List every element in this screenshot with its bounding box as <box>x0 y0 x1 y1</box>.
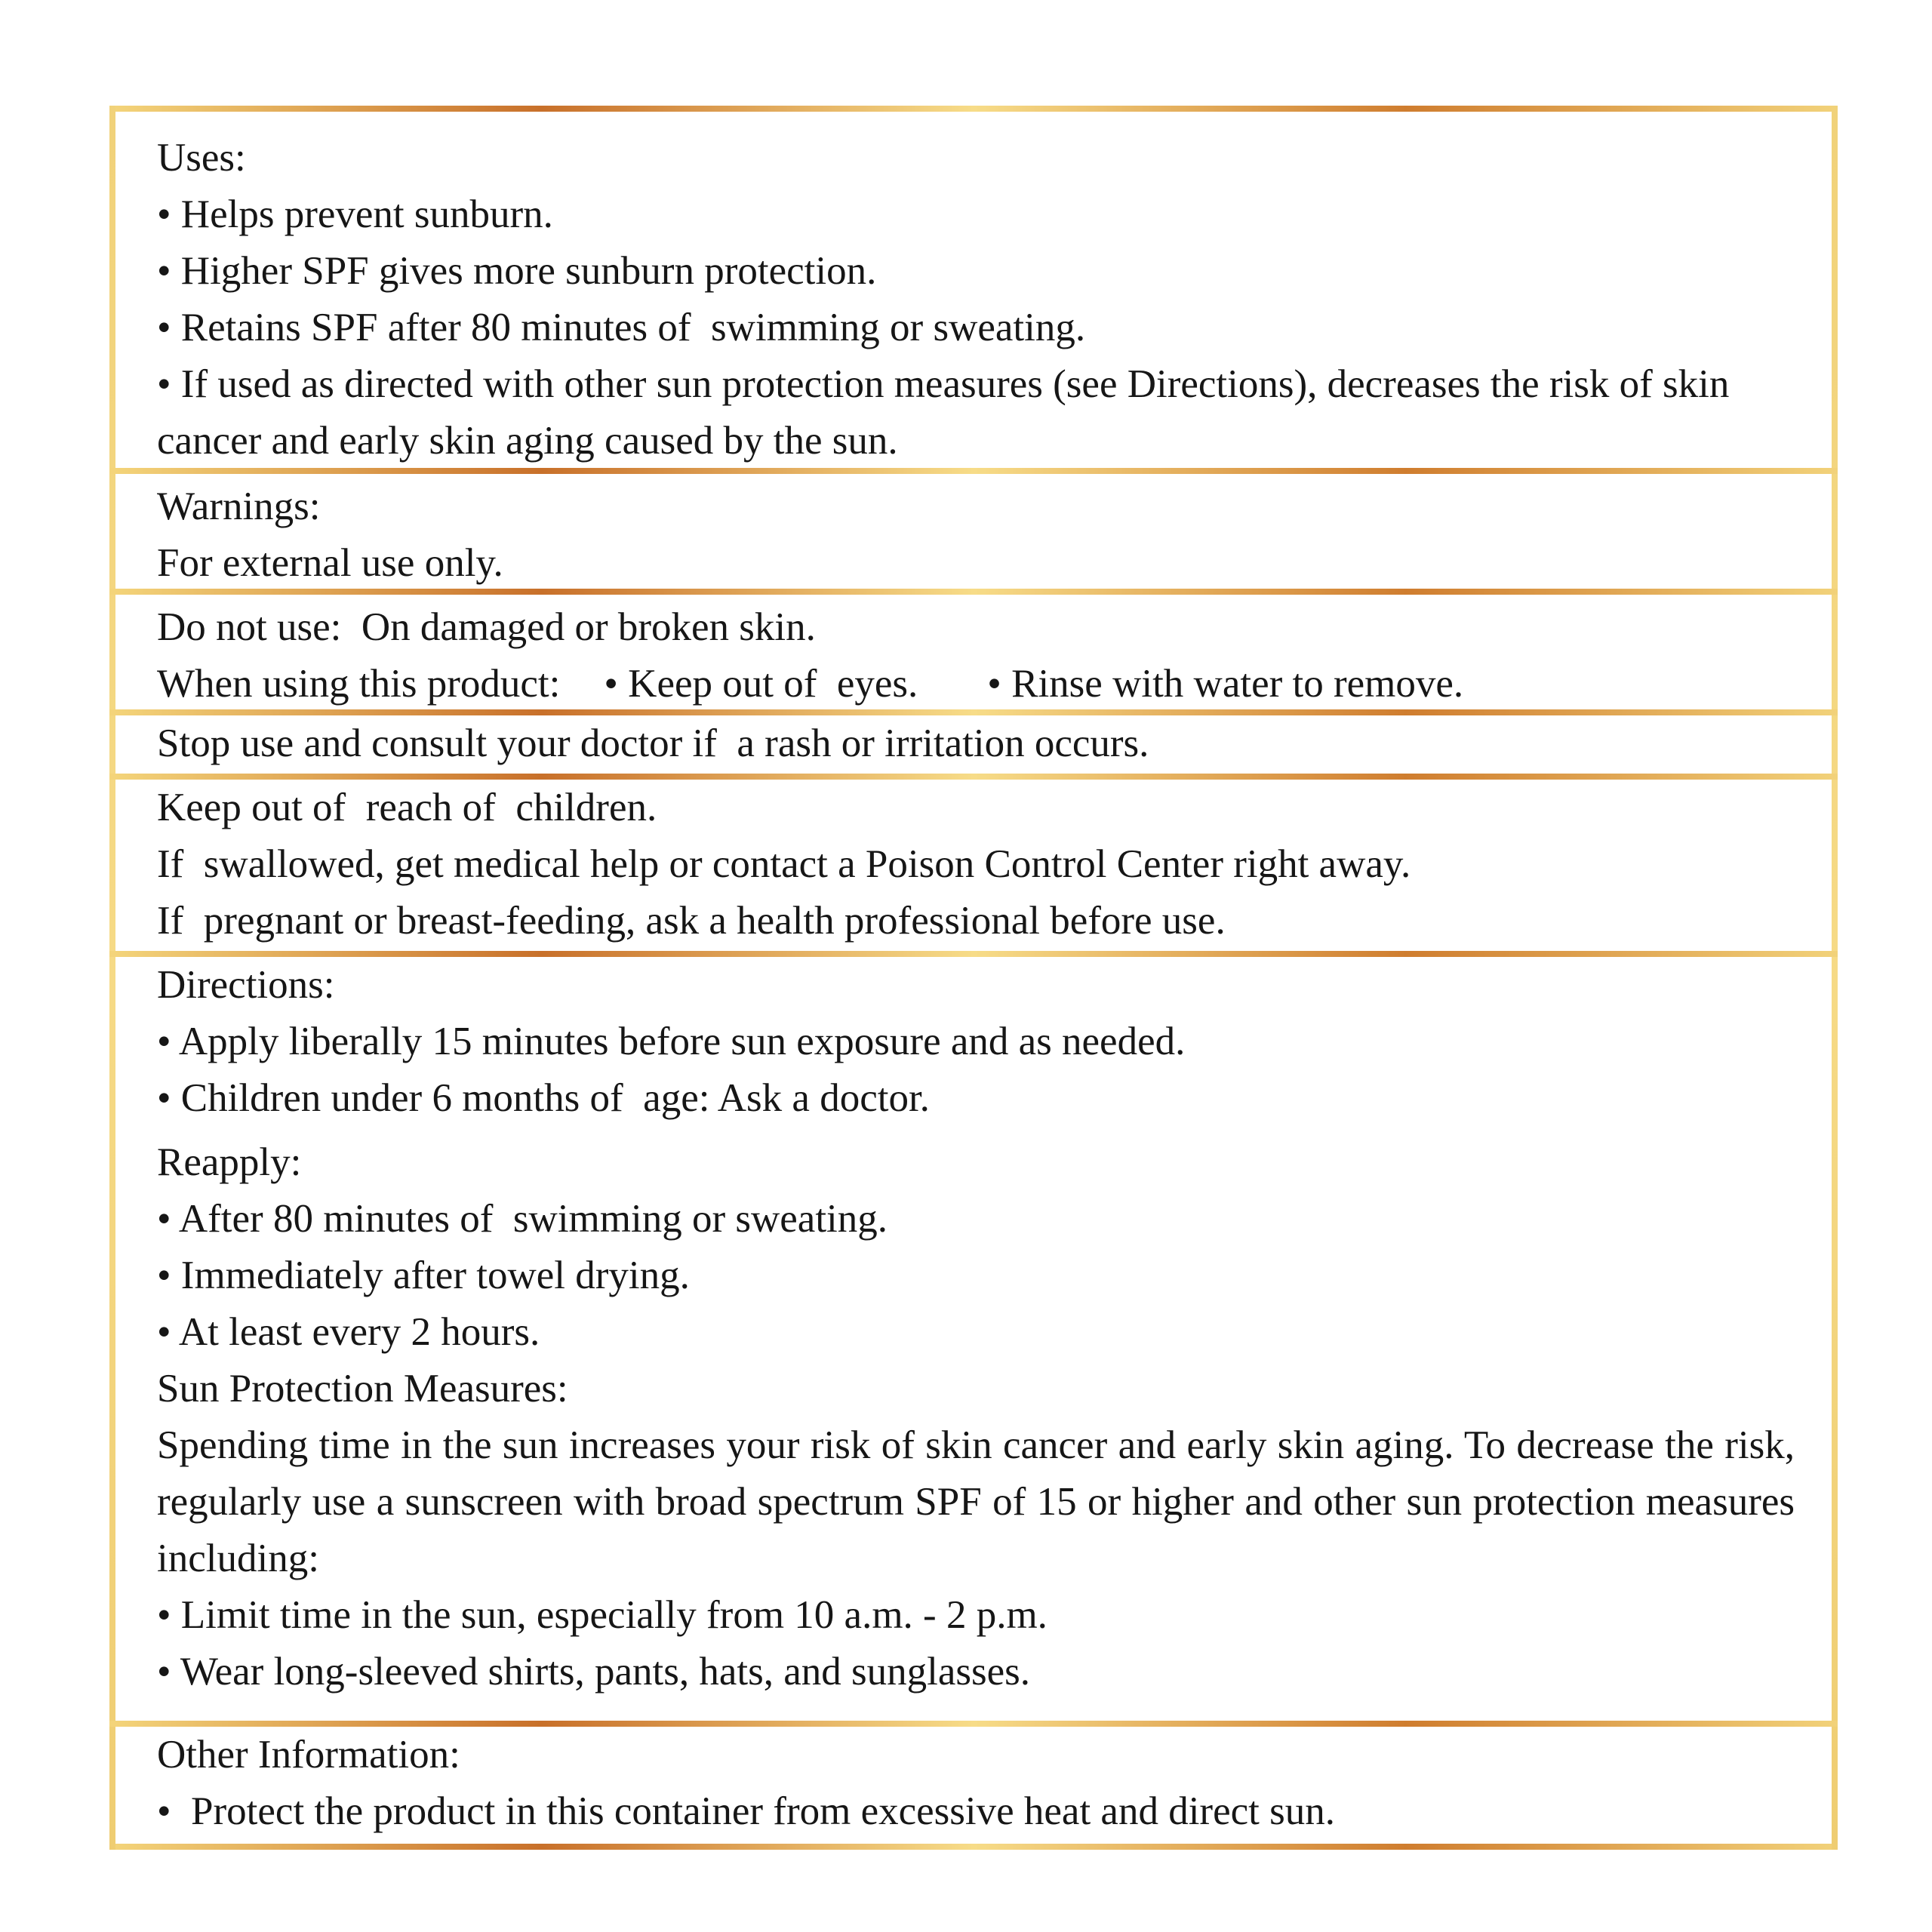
sun-protection-text: Spending time in the sun increases your risk of skin cancer and early skin aging. To decrease the risk, regularly use a sunscreen with broad spectrum SPF of 15 or higher and other sun protection measures including: <box>157 1423 1795 1580</box>
when-using-label: When using this product: <box>157 662 561 706</box>
keep-out-line: If pregnant or breast-feeding, ask a health professional before use. <box>157 899 1226 943</box>
directions-section <box>157 957 1795 1700</box>
sun-protection-heading: Sun Protection Measures: <box>157 1367 568 1411</box>
uses-section <box>157 130 1795 469</box>
warnings-text: For external use only. <box>157 541 503 585</box>
uses-item: • If used as directed with other sun protection measures (see Directions), decreases the risk of skin cancer and early skin aging caused by the sun. <box>157 362 1730 463</box>
divider-directions-other <box>109 1721 1838 1727</box>
warnings-section <box>157 478 1795 592</box>
stop-use-section <box>157 715 1795 772</box>
reapply-item: • After 80 minutes of swimming or sweating. <box>157 1197 888 1241</box>
divider-stopuse-keepout <box>109 774 1838 780</box>
sun-protection-item: • Wear long-sleeved shirts, pants, hats, and sunglasses. <box>157 1650 1031 1694</box>
directions-heading: Directions: <box>157 963 335 1007</box>
sun-protection-item: • Limit time in the sun, especially from 10 a.m. - 2 p.m. <box>157 1593 1048 1637</box>
do-not-use-section <box>157 599 1795 712</box>
warnings-heading: Warnings: <box>157 485 321 528</box>
frame-bottom <box>109 1844 1838 1850</box>
reapply-heading: Reapply: <box>157 1140 302 1184</box>
uses-heading: Uses: <box>157 136 246 180</box>
divider-keepout-directions <box>109 951 1838 957</box>
keep-out-section <box>157 780 1795 949</box>
frame-top <box>109 106 1838 112</box>
uses-item: • Higher SPF gives more sunburn protection. <box>157 249 877 293</box>
reapply-item: • Immediately after towel drying. <box>157 1254 690 1297</box>
do-not-use-text: Do not use: On damaged or broken skin. <box>157 605 816 649</box>
keep-out-line: If swallowed, get medical help or contact a Poison Control Center right away. <box>157 842 1411 886</box>
other-info-text: • Protect the product in this container from excessive heat and direct sun. <box>157 1789 1335 1833</box>
when-using-line <box>157 656 1795 712</box>
frame-left <box>109 106 115 1850</box>
reapply-item: • At least every 2 hours. <box>157 1310 540 1354</box>
uses-item: • Retains SPF after 80 minutes of swimming or sweating. <box>157 306 1086 349</box>
stop-use-text: Stop use and consult your doctor if a rash or irritation occurs. <box>157 721 1149 765</box>
frame-right <box>1832 106 1838 1850</box>
other-info-heading: Other Information: <box>157 1733 460 1777</box>
directions-item: • Apply liberally 15 minutes before sun exposure and as needed. <box>157 1020 1186 1063</box>
directions-item: • Children under 6 months of age: Ask a doctor. <box>157 1076 930 1120</box>
uses-item: • Helps prevent sunburn. <box>157 192 553 236</box>
when-using-item: • Keep out of eyes. <box>604 662 918 706</box>
keep-out-line: Keep out of reach of children. <box>157 786 657 829</box>
drug-facts-label <box>109 106 1838 1850</box>
when-using-item: • Rinse with water to remove. <box>987 662 1464 706</box>
other-info-section <box>157 1727 1795 1840</box>
